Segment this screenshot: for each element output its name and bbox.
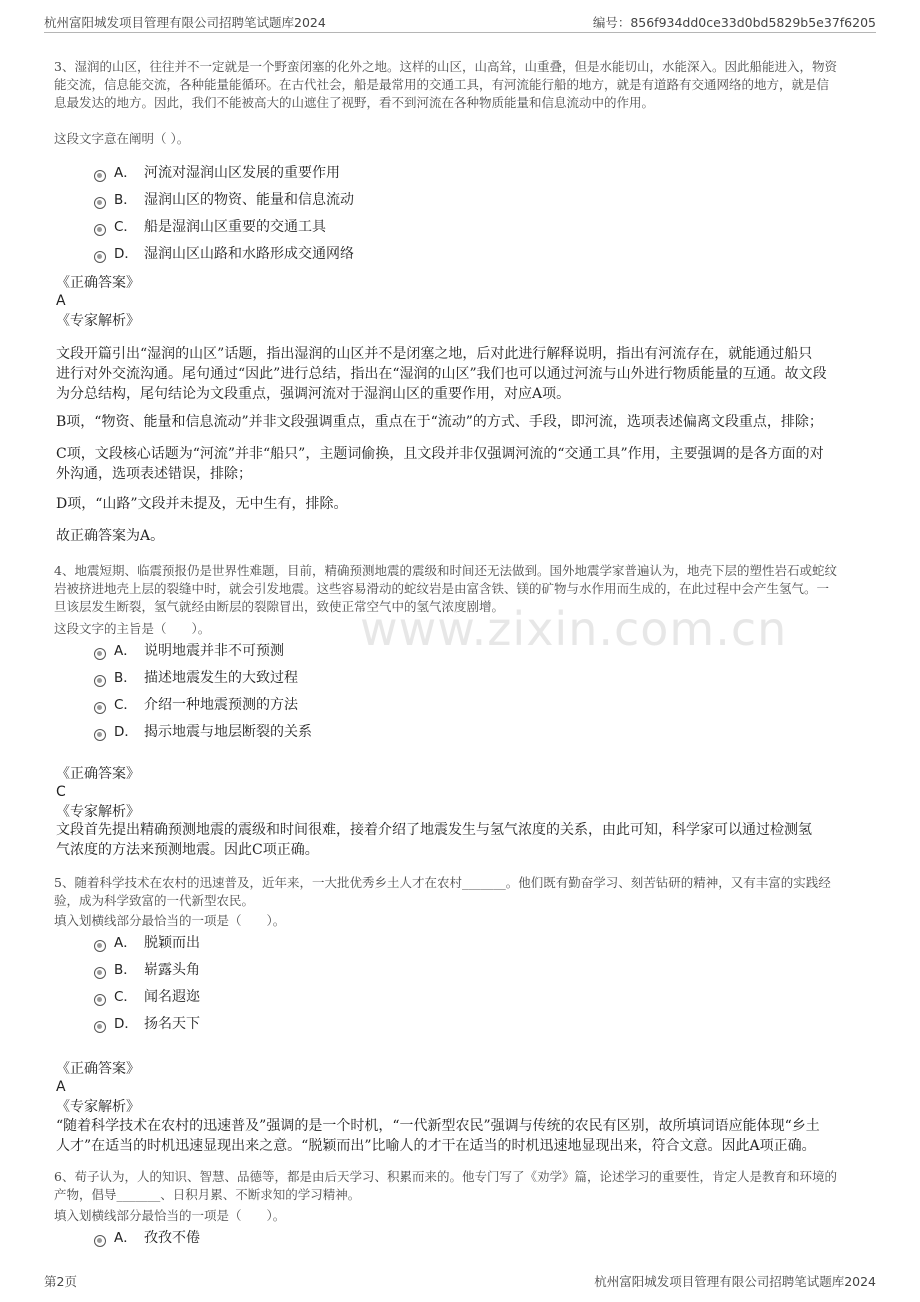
q6-stem-line: 产物，倡导_______、日积月累、不断求知的学习精神。 xyxy=(54,1187,361,1202)
q5-analysis xyxy=(56,1116,871,1156)
option-letter: C． xyxy=(114,697,137,713)
page-header xyxy=(44,8,876,33)
option-letter: D． xyxy=(114,246,138,262)
option-letter: B． xyxy=(114,670,137,686)
q4-analysis xyxy=(56,820,871,860)
radio-icon[interactable] xyxy=(94,729,106,741)
page-number: 第2页 xyxy=(44,1274,77,1289)
analysis-line: 为分总结构，尾句结论为文段重点，强调河流对于湿润山区的重要作用，对应A项。 xyxy=(56,386,571,402)
analysis-line: C项，文段核心话题为“河流”并非“船只”，主题词偷换，且文段并非仅强调河流的“交通工具”作用，主要强调的是各方面的对 xyxy=(56,446,824,462)
option-text: 湿润山区的物资、能量和信息流动 xyxy=(144,192,354,208)
q6-stem-line: 6、荀子认为，人的知识、智慧、品德等，都是由后天学习、积累而来的。他专门写了《劝学》篇，论述学习的重要性，肯定人是教育和环境的 xyxy=(54,1169,837,1184)
q3-question: 这段文字意在阐明（ ）。 xyxy=(54,131,190,146)
q5-option-b[interactable] xyxy=(94,959,200,981)
q3-stem-line: 息最发达的地方。因此，我们不能被高大的山遮住了视野，看不到河流在各种物质能量和信息流动中的作用。 xyxy=(54,95,655,110)
analysis-line: 人才”在适当的时机迅速显现出来之意。“脱颖而出”比喻人的才干在适当的时机迅速地显现出来，符合文意。因此A项正确。 xyxy=(56,1138,816,1154)
option-letter: A． xyxy=(114,1230,137,1246)
radio-icon[interactable] xyxy=(94,251,106,263)
radio-icon[interactable] xyxy=(94,224,106,236)
option-letter: B． xyxy=(114,192,137,208)
q4-option-a[interactable] xyxy=(94,640,284,662)
option-letter: A． xyxy=(114,165,137,181)
q3-analysis-p1 xyxy=(56,344,871,404)
q3-option-a[interactable] xyxy=(94,162,340,184)
analysis-line: 文段开篇引出“湿润的山区”话题，指出湿润的山区并不是闭塞之地，后对此进行解释说明，指出有河流存在，就能通过船只 xyxy=(56,346,813,362)
option-text: 闻名遐迩 xyxy=(144,989,200,1005)
q3-analysis-p5 xyxy=(56,526,871,546)
q4-analysis-label: 《专家解析》 xyxy=(56,804,140,820)
analysis-line: 气浓度的方法来预测地震。因此C项正确。 xyxy=(56,842,319,858)
q6-question: 填入划横线部分最恰当的一项是（ ）。 xyxy=(54,1208,286,1223)
footer-title: 杭州富阳城发项目管理有限公司招聘笔试题库2024 xyxy=(594,1274,876,1289)
option-letter: D． xyxy=(114,724,138,740)
q5-answer-label: 《正确答案》 xyxy=(56,1061,140,1077)
q4-option-d[interactable] xyxy=(94,721,312,743)
option-letter: A． xyxy=(114,935,137,951)
q5-option-a[interactable] xyxy=(94,932,200,954)
radio-icon[interactable] xyxy=(94,648,106,660)
q4-stem xyxy=(54,562,874,616)
radio-icon[interactable] xyxy=(94,702,106,714)
option-text: 脱颖而出 xyxy=(144,935,200,951)
document-id: 编号：856f934dd0ce33d0bd5829b5e37f6205 xyxy=(592,15,876,30)
option-text: 河流对湿润山区发展的重要作用 xyxy=(144,165,340,181)
q3-stem xyxy=(54,58,874,112)
radio-icon[interactable] xyxy=(94,675,106,687)
q5-stem-line: 验，成为科学致富的一代新型农民。 xyxy=(54,893,255,908)
option-letter: C． xyxy=(114,219,137,235)
q3-stem-line: 3、湿润的山区，往往并不一定就是一个野蛮闭塞的化外之地。这样的山区，山高耸，山重叠，但是水能切山，水能深入。因此船能进入，物资 xyxy=(54,59,837,74)
option-text: 孜孜不倦 xyxy=(144,1230,200,1246)
q4-option-b[interactable] xyxy=(94,667,298,689)
option-text: 揭示地震与地层断裂的关系 xyxy=(144,724,312,740)
option-letter: D． xyxy=(114,1016,138,1032)
q5-analysis-label: 《专家解析》 xyxy=(56,1099,140,1115)
q5-option-c[interactable] xyxy=(94,986,200,1008)
radio-icon[interactable] xyxy=(94,1235,106,1247)
analysis-line: 进行对外交流沟通。尾句通过“因此”进行总结，指出在“湿润的山区”我们也可以通过河流与山外进行物质能量的互通。故文段 xyxy=(56,366,827,382)
q6-stem xyxy=(54,1168,874,1204)
radio-icon[interactable] xyxy=(94,197,106,209)
q5-stem-line: 5、随着科学技术在农村的迅速普及，近年来，一大批优秀乡土人才在农村_______。他们既有勤奋学习、刻苦钻研的精神，又有丰富的实践经 xyxy=(54,875,831,890)
q3-option-c[interactable] xyxy=(94,216,326,238)
option-text: 说明地震并非不可预测 xyxy=(144,643,284,659)
q3-analysis-p4 xyxy=(56,494,871,514)
option-text: 介绍一种地震预测的方法 xyxy=(144,697,298,713)
q5-option-d[interactable] xyxy=(94,1013,200,1035)
option-text: 描述地震发生的大致过程 xyxy=(144,670,298,686)
q6-option-a[interactable] xyxy=(94,1227,200,1249)
option-letter: B． xyxy=(114,962,137,978)
q3-option-d[interactable] xyxy=(94,243,354,265)
radio-icon[interactable] xyxy=(94,170,106,182)
q5-question: 填入划横线部分最恰当的一项是（ ）。 xyxy=(54,913,286,928)
analysis-line: 外沟通，选项表述错误，排除； xyxy=(56,466,252,482)
radio-icon[interactable] xyxy=(94,994,106,1006)
radio-icon[interactable] xyxy=(94,940,106,952)
q4-answer-label: 《正确答案》 xyxy=(56,766,140,782)
q3-answer: A xyxy=(56,293,66,309)
page-footer xyxy=(44,1270,876,1294)
option-text: 船是湿润山区重要的交通工具 xyxy=(144,219,326,235)
option-letter: C． xyxy=(114,989,137,1005)
option-text: 湿润山区山路和水路形成交通网络 xyxy=(144,246,354,262)
option-letter: A． xyxy=(114,643,137,659)
q4-stem-line: 旦该层发生断裂，氢气就经由断层的裂隙冒出，致使正常空气中的氢气浓度剧增。 xyxy=(54,599,505,614)
q4-question: 这段文字的主旨是（ ）。 xyxy=(54,621,211,636)
analysis-line: D项，“山路”文段并未提及，无中生有，排除。 xyxy=(56,496,348,512)
analysis-line: 故正确答案为A。 xyxy=(56,528,165,544)
radio-icon[interactable] xyxy=(94,1021,106,1033)
q3-analysis-p2 xyxy=(56,412,871,432)
analysis-line: B项，“物资、能量和信息流动”并非文段强调重点，重点在于“流动”的方式、手段，即河流，选项表述偏离文段重点，排除； xyxy=(56,414,823,430)
q3-stem-line: 能交流，信息能交流，各种能量能循环。在古代社会，船是最常用的交通工具，有河流能行船的地方，就是有道路有交通网络的地方，就是信 xyxy=(54,77,830,92)
radio-icon[interactable] xyxy=(94,967,106,979)
q3-answer-label: 《正确答案》 xyxy=(56,275,140,291)
q5-answer: A xyxy=(56,1079,66,1095)
q4-stem-line: 4、地震短期、临震预报仍是世界性难题，目前，精确预测地震的震级和时间还无法做到。国外地震学家普遍认为，地壳下层的塑性岩石或蛇纹 xyxy=(54,563,837,578)
q4-option-c[interactable] xyxy=(94,694,298,716)
analysis-line: 文段首先提出精确预测地震的震级和时间很难，接着介绍了地震发生与氢气浓度的关系，由此可知，科学家可以通过检测氢 xyxy=(56,822,812,838)
watermark: www.zixin.com.cn xyxy=(360,602,788,656)
q3-analysis-p3 xyxy=(56,444,871,484)
analysis-line: “随着科学技术在农村的迅速普及”强调的是一个时机，“一代新型农民”强调与传统的农民有区别，故所填词语应能体现“乡土 xyxy=(56,1118,820,1134)
option-text: 扬名天下 xyxy=(144,1016,200,1032)
q5-stem xyxy=(54,874,874,910)
q3-analysis-label: 《专家解析》 xyxy=(56,313,140,329)
q3-option-b[interactable] xyxy=(94,189,354,211)
q4-answer: C xyxy=(56,784,66,800)
option-text: 崭露头角 xyxy=(144,962,200,978)
q4-stem-line: 岩被挤进地壳上层的裂缝中时，就会引发地震。这些容易滑动的蛇纹岩是由富含铁、镁的矿物与水作用而生成的，在此过程中会产生氢气。一 xyxy=(54,581,830,596)
header-title: 杭州富阳城发项目管理有限公司招聘笔试题库2024 xyxy=(44,15,326,30)
